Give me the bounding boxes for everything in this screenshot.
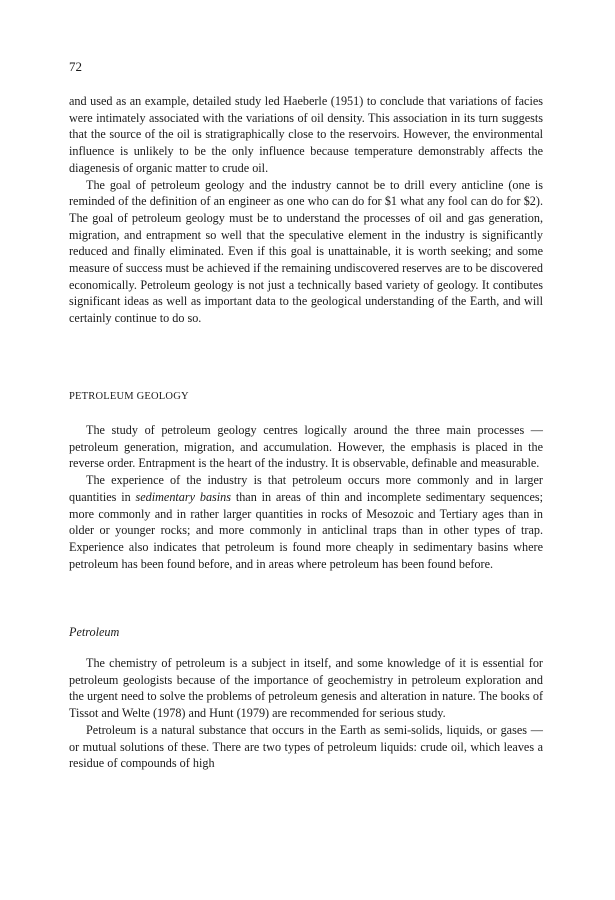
text-block-petroleum-geology — [69, 422, 543, 572]
paragraph-experience-end: than in areas of thin and incomplete sedimentary sequences; more commonly and in rather larger quantities in rocks of Mesozoic and Tertiary ages than in older or younger rocks; and more commonly in anticlinal traps than in other types of trap. Experience also indicates that petroleum is found more cheaply in sedimentary basins where petroleum has been found before, and in areas where petroleum has been found before. — [69, 489, 543, 571]
paragraph-chemistry: The chemistry of petroleum is a subject in itself, and some knowledge of it is essential for petroleum geologists because of the importance of geochemistry in petroleum exploration and the urgent need to solve the problems of petroleum genesis and alteration in nature. The books of Tissot and Welte (1978) and Hunt (1979) are recommended for serious study. — [69, 656, 543, 721]
paragraph-experience-start: The experience of the industry is that petroleum occurs more commonly and in larger quantities in — [69, 473, 543, 504]
paragraph-natural-substance: Petroleum is a natural substance that occurs in the Earth as semi-solids, liquids, or gases — or mutual solutions of these. There are two types of petroleum liquids: crude oil, which leaves a residue of compounds of high — [69, 722, 543, 771]
emphasis-sedimentary-basins: sedimentary basins — [135, 489, 232, 504]
paragraph-goal: The goal of petroleum geology and the industry cannot be to drill every anticline (one is reminded of the definition of an engineer as one who can do for $1 what any fool can do for $2). The goal of petroleum geology must be to understand the processes of oil and gas generation, migration, and entrapment so well that the speculative element in the industry is significantly reduced and finally eliminated. Even if this goal is unattainable, it is worth seeking; and some measure of success must be achieved if the remaining undiscovered reserves are to be discovered economically. Petroleum geology is not just a technically based variety of geology. It contibutes significant ideas as well as important data to the geological understanding of the Earth, and will certainly continue to do so. — [69, 177, 543, 326]
paragraph-facies: and used as an example, detailed study led Haeberle (1951) to conclude that variations of facies were intimately associated with the variations of oil density. This association in its turn suggests that the source of the oil is stratigraphically close to the reservoirs. However, the environmental influence is unlikely to be the only influence because temperature demonstrably affects the diagenesis of organic matter to crude oil. — [69, 94, 543, 175]
subsection-heading-petroleum: Petroleum — [69, 625, 120, 639]
text-block-intro — [69, 93, 543, 327]
paragraph-processes: The study of petroleum geology centres logically around the three main processes — petroleum generation, migration, and accumulation. However, the emphasis is placed in the reverse order. Entrapment is the heart of the industry. It is observable, definable and measurable. — [69, 423, 543, 471]
section-heading-petroleum-geology: PETROLEUM GEOLOGY — [69, 391, 189, 402]
text-block-petroleum — [69, 655, 543, 772]
paragraph-experience — [69, 472, 543, 572]
page-number: 72 — [69, 59, 82, 74]
